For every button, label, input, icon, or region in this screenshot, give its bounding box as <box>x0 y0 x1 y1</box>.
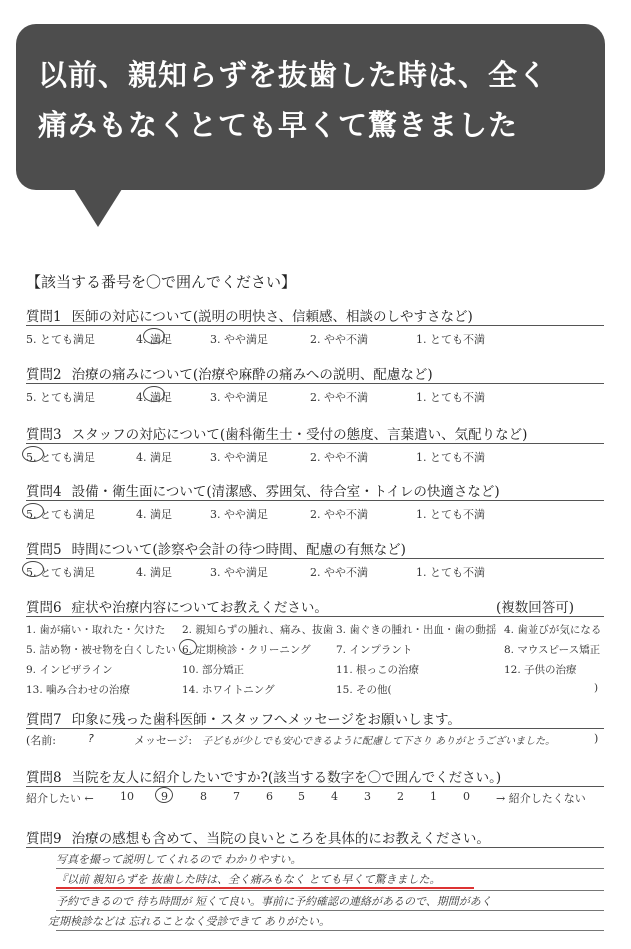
question-5-title <box>26 538 406 558</box>
question-2-title <box>26 363 433 383</box>
survey-form <box>0 262 631 949</box>
option-3[interactable]: 3. やや満足 <box>210 508 268 521</box>
scale-2[interactable]: 2 <box>397 790 404 803</box>
question-divider <box>26 616 604 617</box>
instruction: 【該当する番号を〇で囲んでください】 <box>26 273 297 291</box>
question-number: 質問5 <box>26 542 62 558</box>
name-value: ? <box>88 732 94 745</box>
scale-4[interactable]: 4 <box>331 790 338 803</box>
question-6-title <box>26 596 328 616</box>
option-4[interactable]: 4. 満足 <box>136 566 172 579</box>
option-3[interactable]: 3. やや満足 <box>210 566 268 579</box>
headline-bubble <box>16 24 605 190</box>
comment-line: 定期検診などは 忘れることなく受診できて ありがたい。 <box>48 915 330 928</box>
scale-10[interactable]: 10 <box>120 790 134 803</box>
selection-circle <box>22 503 44 519</box>
scale-8[interactable]: 8 <box>200 790 207 803</box>
selection-circle <box>22 446 44 462</box>
question-text: 印象に残った歯科医師・スタッフへメッセージをお願いします。 <box>71 712 461 728</box>
question-text: 治療の感想も含めて、当院の良いところを具体的にお教えください。 <box>71 831 490 847</box>
selection-circle <box>143 386 165 402</box>
option-1[interactable]: 1. とても不満 <box>416 566 485 579</box>
question-text: 時間について(診察や会計の待つ時間、配慮の有無など) <box>71 542 406 558</box>
option-5[interactable]: 5. とても満足 <box>26 566 95 579</box>
question-text: 治療の痛みについて(治療や麻酔の痛みへの説明、配慮など) <box>71 367 433 383</box>
comment-line-highlighted: 『以前 親知らずを 抜歯した時は、全く痛みもなく とても早くて驚きました。 <box>56 873 441 886</box>
symptom-option[interactable]: 12. 子供の治療 <box>504 664 577 676</box>
ruled-line <box>56 910 604 911</box>
comment-line: 写真を撮って説明してくれるので わかりやすい。 <box>56 853 302 866</box>
ruled-line <box>56 930 604 931</box>
question-text: 症状や治療内容についてお教えください。 <box>71 600 328 616</box>
option-4[interactable]: 4. 満足 <box>136 391 172 404</box>
symptom-option[interactable]: 10. 部分矯正 <box>182 664 245 676</box>
message-close-paren: ) <box>594 732 599 745</box>
message-value: 子どもが少しでも安心できるように配慮して下さり ありがとうございました。 <box>202 736 556 747</box>
question-text: スタッフの対応について(歯科衛生士・受付の態度、言葉遣い、気配りなど) <box>71 427 528 443</box>
question-divider <box>26 558 604 559</box>
scale-5[interactable]: 5 <box>298 790 305 803</box>
option-5[interactable]: 5. とても満足 <box>26 451 95 464</box>
question-number: 質問2 <box>26 367 62 383</box>
symptom-option[interactable]: 11. 根っこの治療 <box>336 664 420 676</box>
question-3-title <box>26 423 527 443</box>
symptom-option[interactable]: 2. 親知らずの腫れ、痛み、抜歯 <box>182 624 334 636</box>
scale-7[interactable]: 7 <box>233 790 240 803</box>
option-4[interactable]: 4. 満足 <box>136 508 172 521</box>
question-text: 医師の対応について(説明の明快さ、信頼感、相談のしやすさなど) <box>71 309 473 325</box>
option-3[interactable]: 3. やや満足 <box>210 391 268 404</box>
question-number: 質問6 <box>26 600 62 616</box>
headline-line-1: 以前、親知らずを抜歯した時は、全く <box>38 58 549 92</box>
question-divider <box>26 383 604 384</box>
name-label: (名前: <box>26 734 56 747</box>
question-divider <box>26 325 604 326</box>
selection-circle <box>155 787 173 803</box>
symptom-option[interactable]: 6. 定期検診・クリーニング <box>182 644 311 656</box>
scale-3[interactable]: 3 <box>364 790 371 803</box>
ruled-line <box>56 868 604 869</box>
question-number: 質問8 <box>26 770 62 786</box>
symptom-option[interactable]: 9. インビザライン <box>26 664 113 676</box>
bubble-tail <box>74 189 122 227</box>
recommend-right-label: → 紹介したくない <box>496 792 586 805</box>
question-number: 質問7 <box>26 712 62 728</box>
option-1[interactable]: 1. とても不満 <box>416 508 485 521</box>
option-5[interactable]: 5. とても満足 <box>26 508 95 521</box>
symptom-option[interactable]: 7. インプラント <box>336 644 413 656</box>
option-2[interactable]: 2. やや不満 <box>310 508 368 521</box>
option-3[interactable]: 3. やや満足 <box>210 333 268 346</box>
scale-1[interactable]: 1 <box>430 790 437 803</box>
symptom-option[interactable]: 3. 歯ぐきの腫れ・出血・歯の動揺 <box>336 624 497 636</box>
other-close-paren: ) <box>594 682 599 694</box>
question-1-title <box>26 305 473 325</box>
question-number: 質問1 <box>26 309 62 325</box>
recommend-left-label: 紹介したい ← <box>26 792 94 805</box>
selection-circle <box>22 561 44 577</box>
question-text: 設備・衛生面について(清潔感、雰囲気、待合室・トイレの快適さなど) <box>71 484 500 500</box>
question-divider <box>26 500 604 501</box>
question-number: 質問4 <box>26 484 62 500</box>
symptom-option[interactable]: 5. 詰め物・被せ物を白くしたい <box>26 644 176 656</box>
symptom-option[interactable]: 15. その他( <box>336 684 392 696</box>
symptom-option[interactable]: 13. 噛み合わせの治療 <box>26 684 131 696</box>
question-divider <box>26 728 604 729</box>
question-4-title <box>26 480 500 500</box>
option-2[interactable]: 2. やや不満 <box>310 391 368 404</box>
red-underline <box>56 887 474 889</box>
option-2[interactable]: 2. やや不満 <box>310 451 368 464</box>
headline-line-2: 痛みもなくとても早くて驚きました <box>38 108 519 142</box>
scale-9[interactable]: 9 <box>161 790 168 803</box>
question-9-title <box>26 827 490 847</box>
symptom-option[interactable]: 4. 歯並びが気になる <box>504 624 602 636</box>
option-5[interactable]: 5. とても満足 <box>26 391 95 404</box>
question-number: 質問3 <box>26 427 62 443</box>
scale-0[interactable]: 0 <box>463 790 470 803</box>
question-text: 当院を友人に紹介したいですか?(該当する数字を〇で囲んでください。) <box>71 770 502 786</box>
message-label: メッセージ: <box>134 734 193 747</box>
question-7-title <box>26 708 461 728</box>
option-5[interactable]: 5. とても満足 <box>26 333 95 346</box>
question-8-title <box>26 766 501 786</box>
selection-circle <box>179 639 197 655</box>
scale-6[interactable]: 6 <box>266 790 273 803</box>
question-divider <box>26 847 604 848</box>
symptom-option[interactable]: 8. マウスピース矯正 <box>504 644 601 656</box>
option-1[interactable]: 1. とても不満 <box>416 451 485 464</box>
option-1[interactable]: 1. とても不満 <box>416 333 485 346</box>
comment-line: 予約できるので 待ち時間が 短くて良い。事前に予約確認の連絡があるので、期間があく <box>56 895 492 908</box>
question-number: 質問9 <box>26 831 62 847</box>
option-2[interactable]: 2. やや不満 <box>310 333 368 346</box>
selection-circle <box>143 328 165 344</box>
ruled-line <box>56 890 604 891</box>
symptom-option[interactable]: 14. ホワイトニング <box>182 684 275 696</box>
question-divider <box>26 786 604 787</box>
option-4[interactable]: 4. 満足 <box>136 451 172 464</box>
option-1[interactable]: 1. とても不満 <box>416 391 485 404</box>
symptom-option[interactable]: 1. 歯が痛い・取れた・欠けた <box>26 624 166 636</box>
question-6-note: (複数回答可) <box>496 600 575 616</box>
question-divider <box>26 443 604 444</box>
option-4[interactable]: 4. 満足 <box>136 333 172 346</box>
option-2[interactable]: 2. やや不満 <box>310 566 368 579</box>
option-3[interactable]: 3. やや満足 <box>210 451 268 464</box>
